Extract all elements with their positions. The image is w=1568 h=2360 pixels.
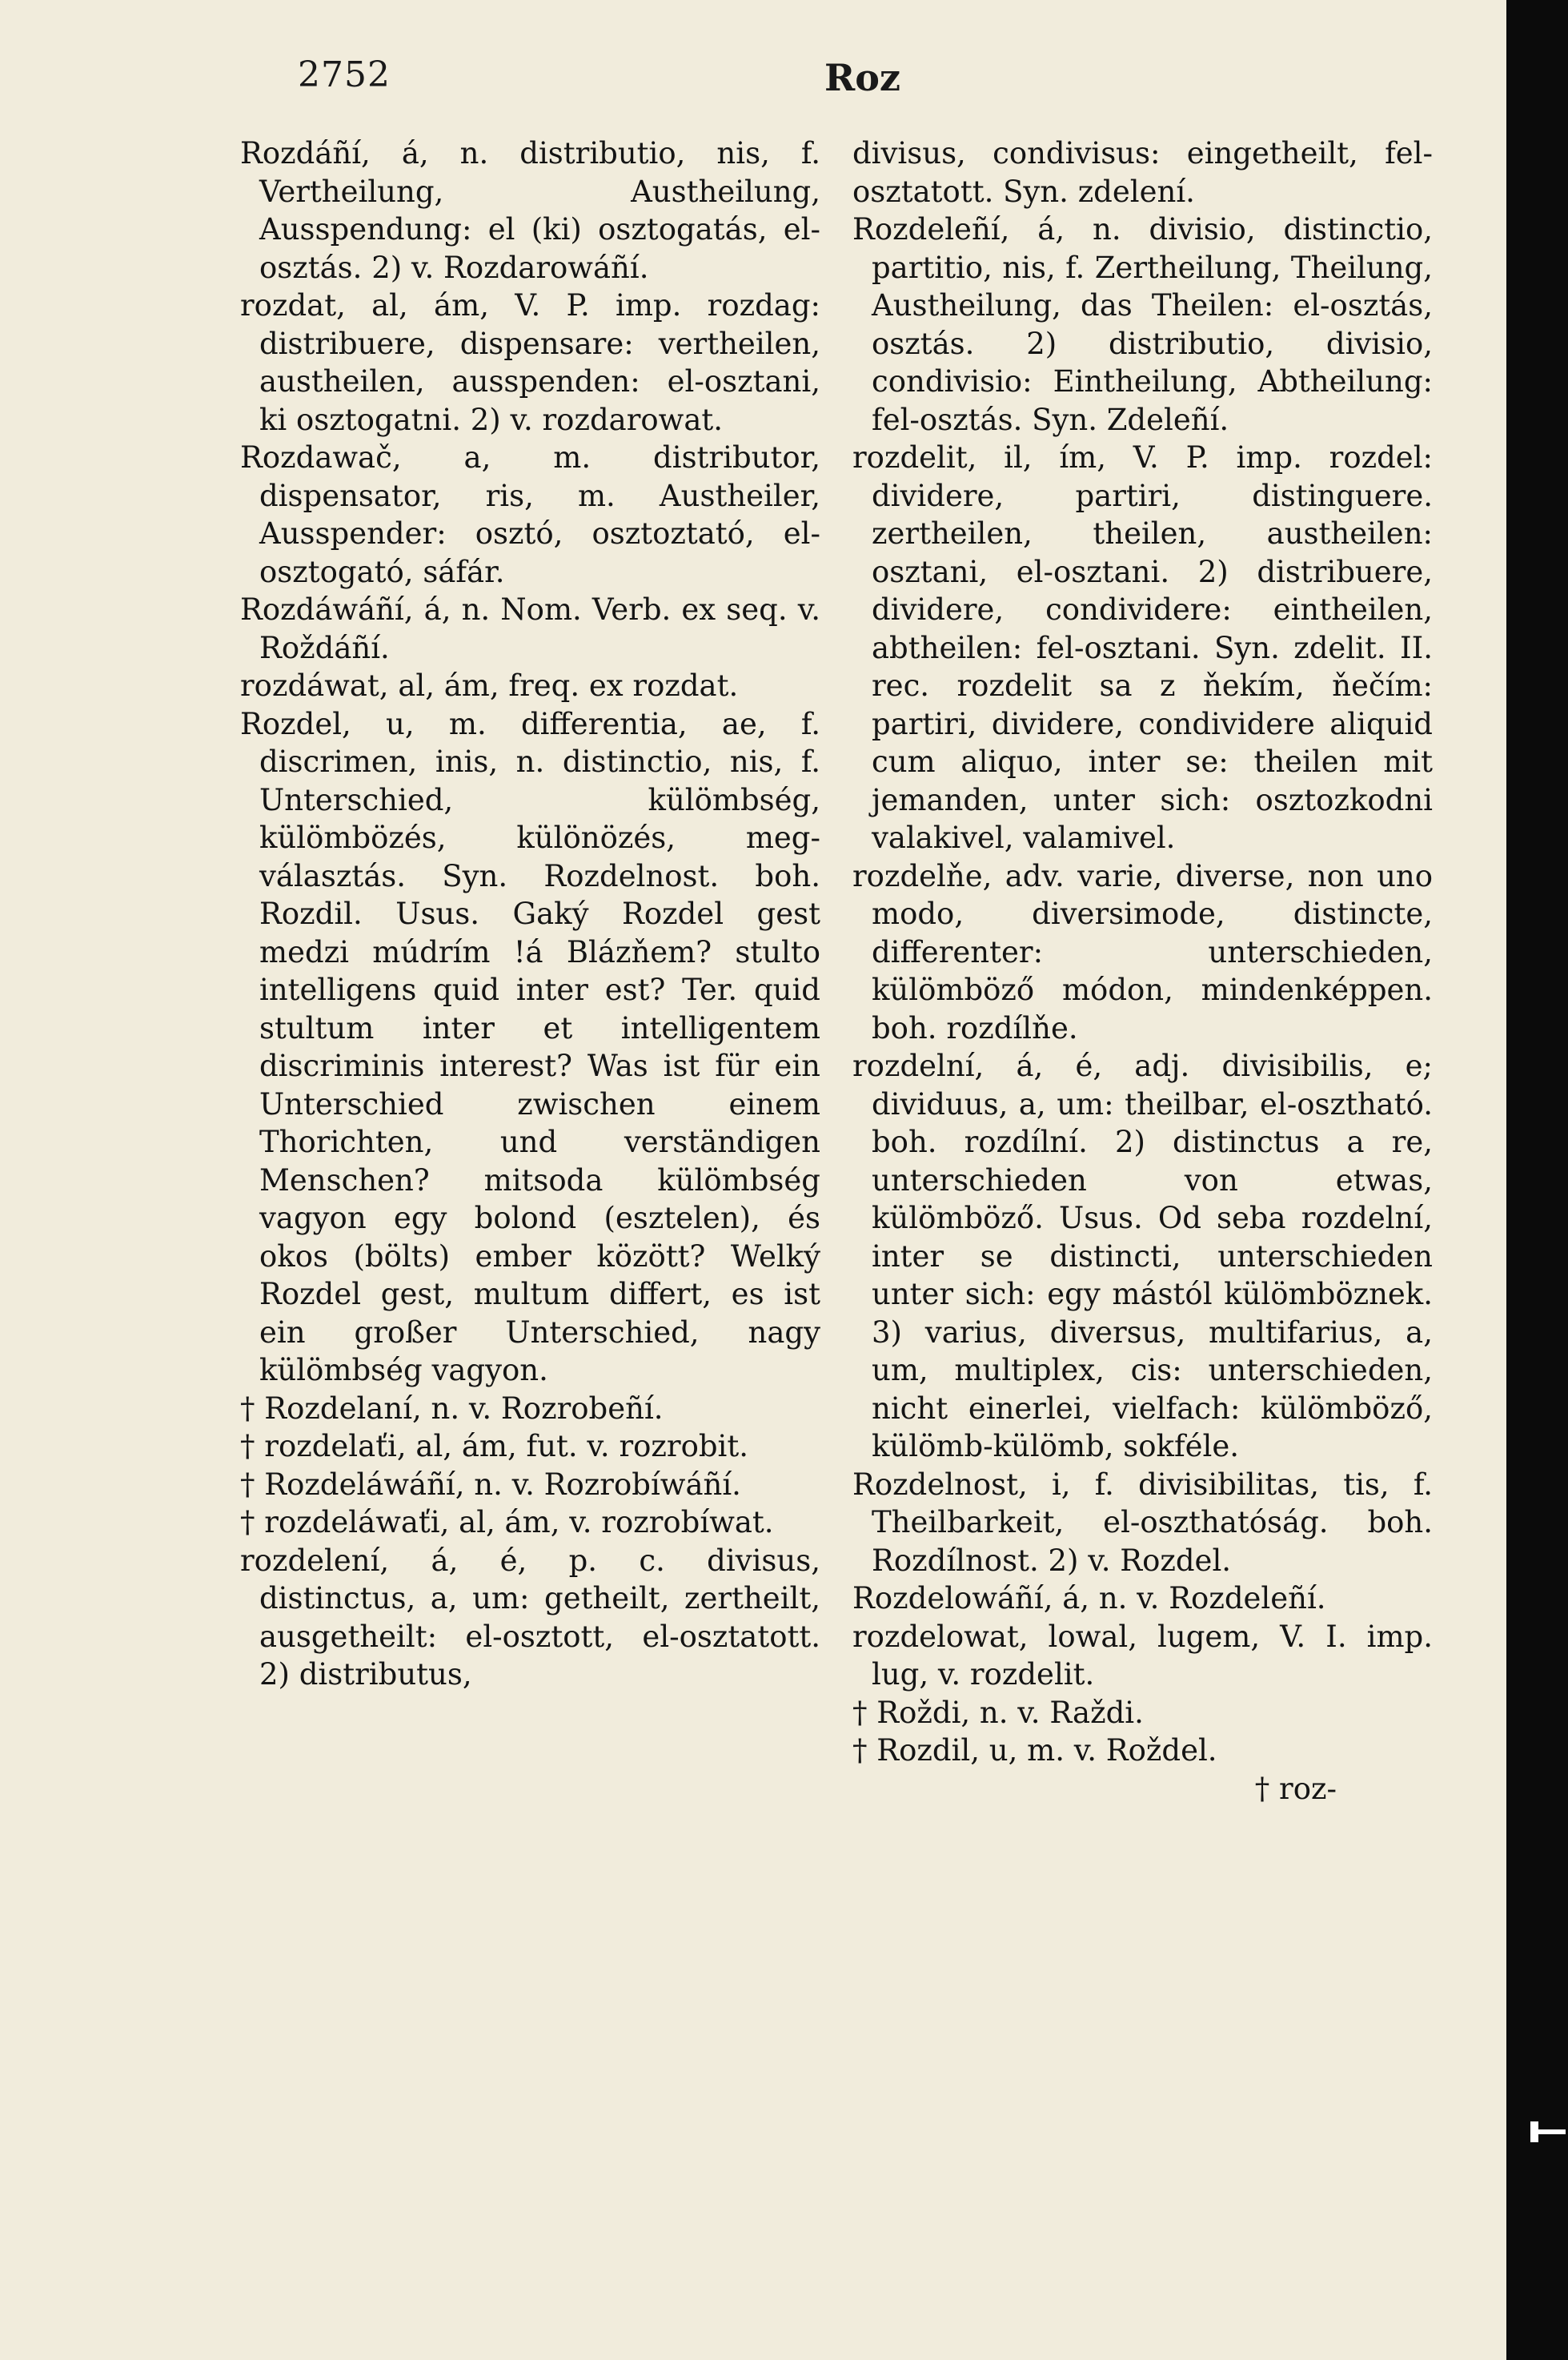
dictionary-entry: rozdelňe, adv. varie, diverse, non uno modo, diversimode, distincte, differenter: unterschieden, külömböző módon, mindenképpen. boh. rozdílňe. [852, 858, 1433, 1046]
dictionary-entry: † Rozdelaní, n. v. Rozrobeñí. [240, 1391, 664, 1426]
dictionary-entry: rozdáwat, al, ám, freq. ex rozdat. [240, 668, 739, 703]
dictionary-entry: rozdelit, il, ím, V. P. imp. rozdel: dividere, partiri, distinguere. zertheilen, theilen, austheilen: osztani, el-osztani. 2) distribuere, dividere, condividere: eintheilen, abtheilen: fel-osztani. Syn. zdelit. II. rec. rozdelit sa z ňekím, ňečím: partiri, dividere, condividere aliquid cum aliquo, inter se: theilen mit jemanden, unter sich: osztozkodni valakivel, valamivel. [852, 440, 1433, 855]
dictionary-entry: rozdelowat, lowal, lugem, V. I. imp. lug, v. rozdelit. [852, 1619, 1433, 1692]
left-column [240, 134, 820, 1694]
dictionary-entry: Rozdelnost, i, f. divisibilitas, tis, f. Theilbarkeit, el-oszthatóság. boh. Rozdílnost. 2) v. Rozdel. [852, 1467, 1433, 1578]
dictionary-entry: Rozdelowáñí, á, n. v. Rozdeleñí. [852, 1581, 1326, 1615]
dictionary-entry: rozdat, al, ám, V. P. imp. rozdag: distribuere, dispensare: vertheilen, austheilen, ausspenden: el-osztani, ki osztogatni. 2) v. rozdarowat. [240, 288, 820, 437]
running-head: Roz [824, 56, 901, 99]
dictionary-entry: Rozdáñí, á, n. distributio, nis, f. Vertheilung, Austheilung, Ausspendung: el (ki) osztogatás, el-osztás. 2) v. Rozdarowáñí. [240, 136, 820, 285]
dictionary-entry-continued: divisus, condivisus: eingetheilt, fel-osztatott. Syn. zdelení. [852, 136, 1433, 209]
dictionary-entry: Rozdawač, a, m. distributor, dispensator, ris, m. Austheiler, Ausspender: osztó, osztoztató, el-osztogató, sáfár. [240, 440, 820, 589]
scan-edge-bar [1535, 2129, 1566, 2134]
dictionary-entry: † Rozdeláwáñí, n. v. Rozrobíwáñí. [240, 1467, 741, 1502]
dictionary-entry: † rozdeláwaťi, al, ám, v. rozrobíwat. [240, 1505, 774, 1539]
dictionary-entry: † Roždi, n. v. Raždi. [852, 1695, 1144, 1730]
right-column [852, 134, 1433, 1808]
dictionary-entry: rozdelní, á, é, adj. divisibilis, e; dividuus, a, um: theilbar, el-osztható. boh. rozdílní. 2) distinctus a re, unterschieden von etwas, külömböző. Usus. Od seba rozdelní, inter se distincti, unterschieden unter sich: egy mástól külömböznek. 3) varius, diversus, multifarius, a, um, multiplex, cis: unterschieden, nicht einerlei, vielfach: külömböző, külömb-külömb, sokféle. [852, 1049, 1433, 1463]
dictionary-entry: Rozdel, u, m. differentia, ae, f. discrimen, inis, n. distinctio, nis, f. Unterschied, külömbség, külömbözés, különözés, meg-választás. Syn. Rozdelnost. boh. Rozdil. Usus. Gaký Rozdel gest medzi múdrím !á Blázňem? stulto intelligens quid inter est? Ter. quid stultum inter et intelligentem discriminis interest? Was ist für ein Unterschied zwischen einem Thorichten, und verständigen Menschen? mitsoda külömbség vagyon egy bolond (esztelen), és okos (bölts) ember között? Welký Rozdel gest, multum differt, es ist ein großer Unterschied, nagy külömbség vagyon. [240, 706, 820, 1387]
catchword: † roz- [1254, 1771, 1337, 1806]
dictionary-entry: † Rozdil, u, m. v. Roždel. [852, 1733, 1217, 1768]
page-number: 2752 [298, 54, 391, 95]
dictionary-entry: † rozdelaťi, al, ám, fut. v. rozrobit. [240, 1429, 749, 1463]
dictionary-entry: Rozdeleñí, á, n. divisio, distinctio, partitio, nis, f. Zertheilung, Theilung, Austheilung, das Theilen: el-osztás, osztás. 2) distributio, divisio, condivisio: Eintheilung, Abtheilung: fel-osztás. Syn. Zdeleñí. [852, 212, 1433, 437]
dictionary-entry: rozdelení, á, é, p. c. divisus, distinctus, a, um: getheilt, zertheilt, ausgetheilt: el-osztott, el-osztatott. 2) distributus, [240, 1543, 820, 1692]
dictionary-entry: Rozdáwáñí, á, n. Nom. Verb. ex seq. v. Roždáñí. [240, 592, 820, 665]
